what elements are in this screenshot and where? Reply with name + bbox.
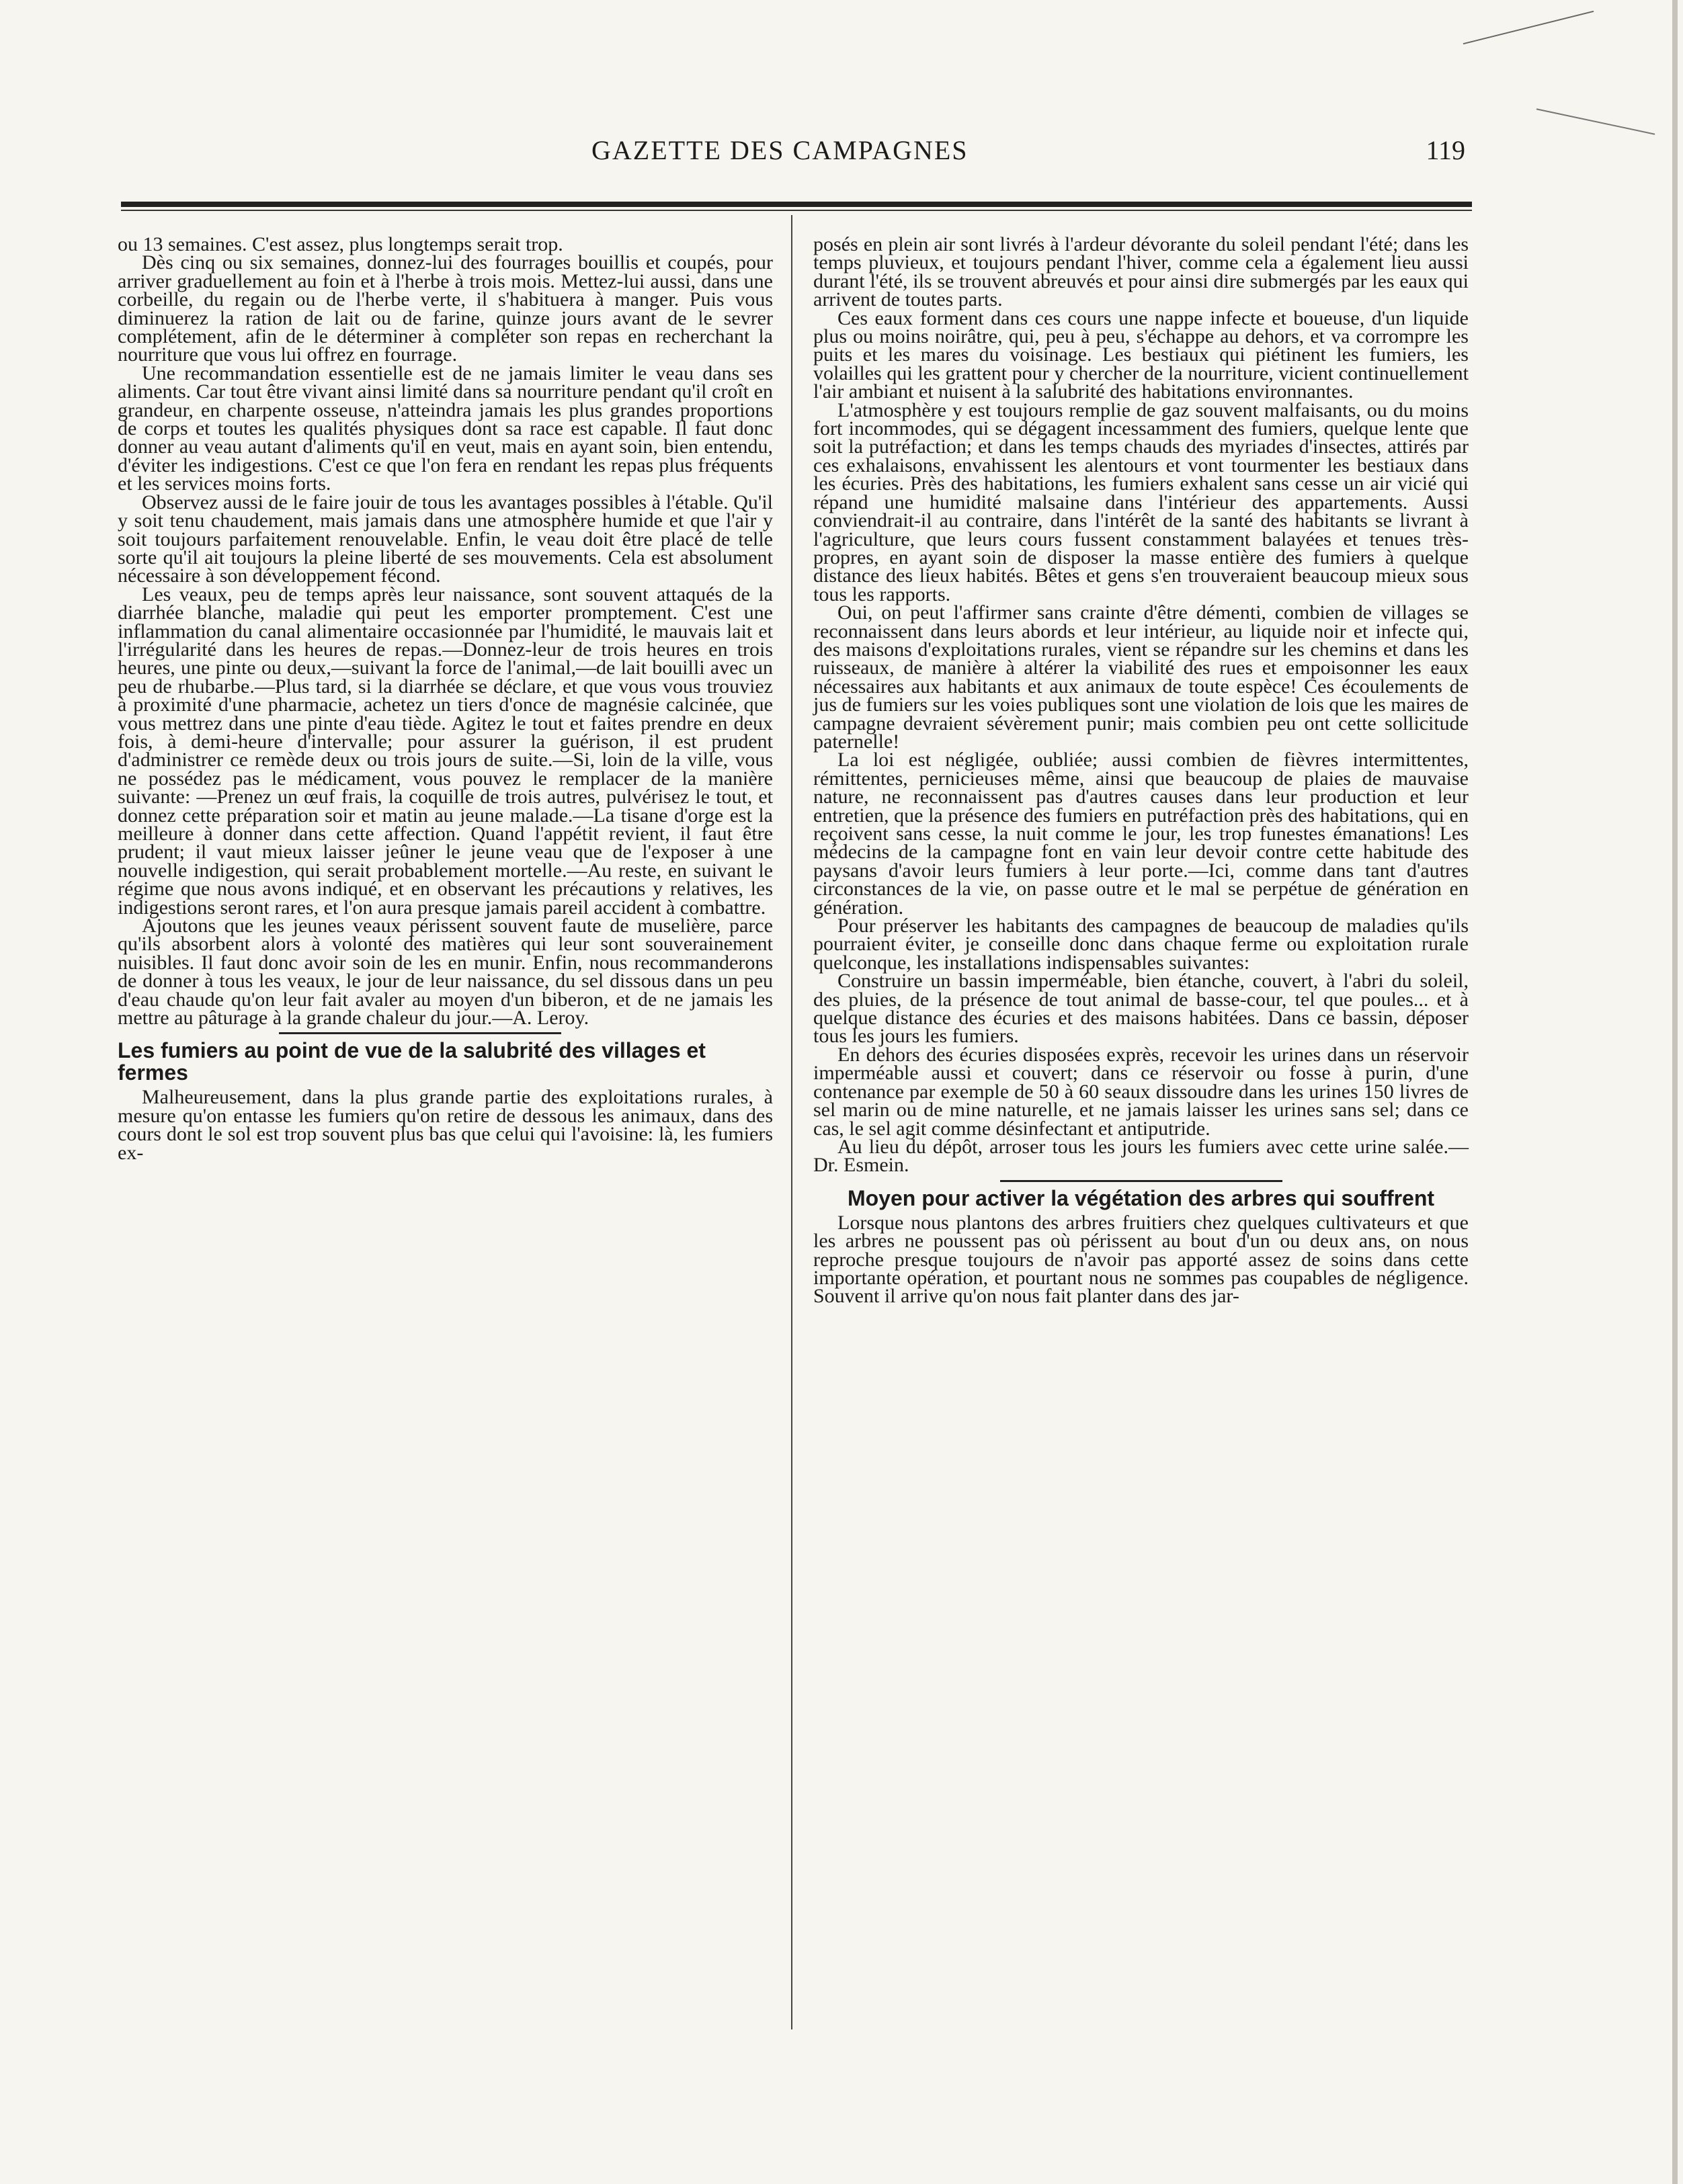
page-header (121, 134, 1465, 175)
masthead-title: GAZETTE DES CAMPAGNES (591, 135, 969, 165)
paragraph: Dès cinq ou six semaines, donnez-lui des fourrages bouillis et coupés, pour arriver graduellement au foin et à l'herbe à trois mois. Mettez-lui aussi, dans une corbeille, du regain ou de l'herbe verte, il s'habituera à manger. Puis vous diminuerez la ration de lait ou de farine, quinze jours avant de le sevrer complétement, afin de le déterminer à compléter son repas en recherchant la nourriture que vous lui offrez en fourrage. (118, 251, 773, 366)
paragraph: Lorsque nous plantons des arbres fruitiers chez quelques cultivateurs et que les arbres ne poussent pas où périssent au bout d'un ou deux ans, on nous reproche presque toujours de n'avoir pas apporté assez de soins dans cette importante opération, et pourtant nous ne sommes pas coupables de négligence. Souvent il arrive qu'on nous fait planter dans des jar- (813, 1211, 1469, 1308)
margin-scribble (1463, 11, 1594, 44)
margin-scribble (1536, 108, 1655, 134)
paragraph: posés en plein air sont livrés à l'ardeur dévorante du soleil pendant l'été; dans les temps pluvieux, et toujours pendant l'hiver, comme cela a également lieu aussi durant l'été, ils se trouvent abreuvés et pour ainsi dire submergés par les eaux qui arrivent de toutes parts. (813, 233, 1469, 311)
column-divider (791, 215, 792, 2029)
paragraph: ou 13 semaines. C'est assez, plus longtemps serait trop. (118, 233, 563, 255)
header-rule (121, 202, 1472, 207)
paragraph: Les veaux, peu de temps après leur naissance, sont souvent attaqués de la diarrhée blanche, maladie qui peut les emporter promptement. C'est une inflammation du canal alimentaire occasionnée par l'humidité, le mauvais lait et l'irrégularité dans les heures de repas.—Donnez-leur de trois heures en trois heures, une pinte ou deux,—suivant la force de l'animal,—de lait bouilli avec un peu de rhubarbe.—Plus tard, si la diarrhée se déclare, et que vous vous trouviez à proximité d'une pharmacie, achetez un tiers d'once de magnésie calcinée, que vous mettrez dans une pinte d'eau tiède. Agitez le tout et faites prendre en deux fois, à demi-heure d'intervalle; pour assurer la guérison, il est prudent d'administrer ce remède deux ou trois jours de suite.—Si, loin de la ville, vous ne possédez pas le médicament, vous pouvez le remplacer de la manière suivante: —Prenez un œuf frais, la coquille de trois autres, pulvérisez le tout, et donnez cette préparation soir et matin au jeune malade.—La tisane d'orge est la meilleure à donner dans cette affection. Quand l'appétit revient, il faut être prudent; il vaut mieux laisser jeûner le jeune veau que de l'exposer à une nouvelle indigestion, qui serait probablement mortelle.—Au reste, en suivant le régime que nous avons indiqué, et en observant les précautions y relatives, les indigestions seront rares, et l'on aura presque jamais pareil accident à combattre. (118, 583, 773, 919)
paragraph: En dehors des écuries disposées exprès, recevoir les urines dans un réservoir imperméable aussi et couvert; dans ce réservoir ou fosse à purin, d'une contenance par exemple de 50 à 60 seaux dissoudre dans les urines 150 livres de sel marin ou de mine naturelle, et ne jamais laisser les urines sans sel; dans ce cas, le sel agit comme désinfectant et antiputride. (813, 1043, 1469, 1140)
article-end-rule (1000, 1180, 1282, 1182)
paragraph: Oui, on peut l'affirmer sans crainte d'être démenti, combien de villages se reconnaissent dans leurs abords et leur intérieur, au liquide noir et infecte qui, des maisons d'exploitations rurales, vient se répandre sur les chemins et dans les ruisseaux, de manière à altérer la viabilité des rues et empoisonner les eaux nécessaires aux habitants et aux animaux de toute espèce! Ces écoulements de jus de fumiers sur les voies publiques sont une violation de lois que les maires de campagne devraient sévèrement punir; mais combien peu ont cette sollicitude paternelle! (813, 601, 1469, 753)
paragraph: Ajoutons que les jeunes veaux périssent souvent faute de muselière, parce qu'ils absorbent alors à volonté des matières qui leur sont souverainement nuisibles. Il faut donc avoir soin de les en munir. Enfin, nous recommanderons de donner à tous les veaux, le jour de leur naissance, du sel dissous dans un peu d'eau chaude qu'on leur fait avaler au moyen d'un biberon, et de ne jamais les mettre au pâturage à la grande chaleur du jour.—A. Leroy. (118, 915, 773, 1030)
paragraph: Observez aussi de le faire jouir de tous les avantages possibles à l'étable. Qu'il y soit tenu chaudement, mais jamais dans une atmosphère humide et que l'air y soit toujours parfaitement renouvelable. Enfin, le veau doit être placé de telle sorte qu'il ait toujours la pleine liberté de ses mouvements. Cela est absolument nécessaire à son développement fécond. (118, 491, 773, 587)
left-column (118, 235, 773, 1162)
page-number: 119 (1426, 135, 1465, 165)
paragraph: Malheureusement, dans la plus grande partie des exploitations rurales, à mesure qu'on entasse les fumiers qu'on retire de dessous les animaux, dans des cours dont le sol est trop souvent plus bas que celui qui l'avoisine: là, les fumiers ex- (118, 1086, 773, 1164)
paragraph: L'atmosphère y est toujours remplie de gaz souvent malfaisants, ou du moins fort incommodes, qui se dégagent incessamment des fumiers, quelque lente que soit la putréfaction; et dans les temps chauds des myriades d'insectes, attirés par ces exhalaisons, envahissent les alentours et vont tourmenter les bestiaux dans les écuries. Près des habitations, les fumiers exhalent sans cesse un air vicié qui répand une humidité malsaine dans l'intérieur des appartements. Aussi conviendrait-il au contraire, dans l'intérêt de la santé des habitants se livrant à l'agriculture, que leurs cours fussent constamment balayées et tenues très-propres, en ayant soin de disposer la masse entière des fumiers à quelque distance des lieux habités. Bêtes et gens s'en trouveraient beaucoup mieux sous tous les rapports. (813, 398, 1469, 605)
page-edge (1672, 0, 1678, 2184)
section-heading: Moyen pour activer la végétation des arbres qui souffrent (847, 1185, 1435, 1210)
header-rule-thin (121, 210, 1472, 211)
article-end-rule (279, 1032, 561, 1034)
paragraph: Une recommandation essentielle est de ne jamais limiter le veau dans ses aliments. Car tout être vivant ainsi limité dans sa nourriture pendant qu'il croît en grandeur, en charpente osseuse, n'atteindra jamais les plus grandes proportions de corps et toutes les qualités physiques dont sa race est capable. Il faut donc donner au veau autant d'aliments qu'il en veut, mais en ayant soin, bien entendu, d'éviter les indigestions. C'est ce que l'on fera en rendant les repas plus fréquents et les services moins forts. (118, 362, 773, 495)
paragraph: La loi est négligée, oubliée; aussi combien de fièvres intermittentes, rémittentes, pernicieuses même, ainsi que beaucoup de plaies de mauvaise nature, ne reconnaissent pas d'autres causes dans leur production et leur entretien, que la présence des fumiers en putréfaction près des habitations, qui en reçoivent sans cesse, la nuit comme le jour, les trop funestes émanations! Les médecins de la campagne font en vain leur devoir contre cette habitude des paysans d'avoir leurs fumiers à leur porte.—Ici, comme dans tant d'autres circonstances de la vie, on passe outre et le mal se perpétue de génération en génération. (813, 749, 1469, 919)
paragraph: Construire un bassin imperméable, bien étanche, couvert, à l'abri du soleil, des pluies, de la présence de tout animal de basse-cour, tel que poules... et à quelque distance des écuries et des maisons habitées. Dans ce bassin, déposer tous les jours les fumiers. (813, 970, 1469, 1048)
paragraph: Pour préserver les habitants des campagnes de beaucoup de maladies qu'ils pourraient éviter, je conseille donc dans chaque ferme ou exploitation rurale quelconque, les installations indispensables suivantes: (813, 915, 1469, 974)
paragraph: Ces eaux forment dans ces cours une nappe infecte et boueuse, d'un liquide plus ou moins noirâtre, qui, peu à peu, s'échappe au dehors, et va corrompre les puits et les mares du voisinage. Les bestiaux qui piétinent les fumiers, les volailles qui les grattent pour y chercher de la nourriture, vicient continuellement l'air ambiant et nuisent à la salubrité des habitations environnantes. (813, 306, 1469, 403)
paragraph: Au lieu du dépôt, arroser tous les jours les fumiers avec cette urine salée.—Dr. Esmein. (813, 1135, 1469, 1177)
right-column (813, 235, 1469, 1306)
section-heading: Les fumiers au point de vue de la salubrité des villages et fermes (118, 1038, 706, 1085)
